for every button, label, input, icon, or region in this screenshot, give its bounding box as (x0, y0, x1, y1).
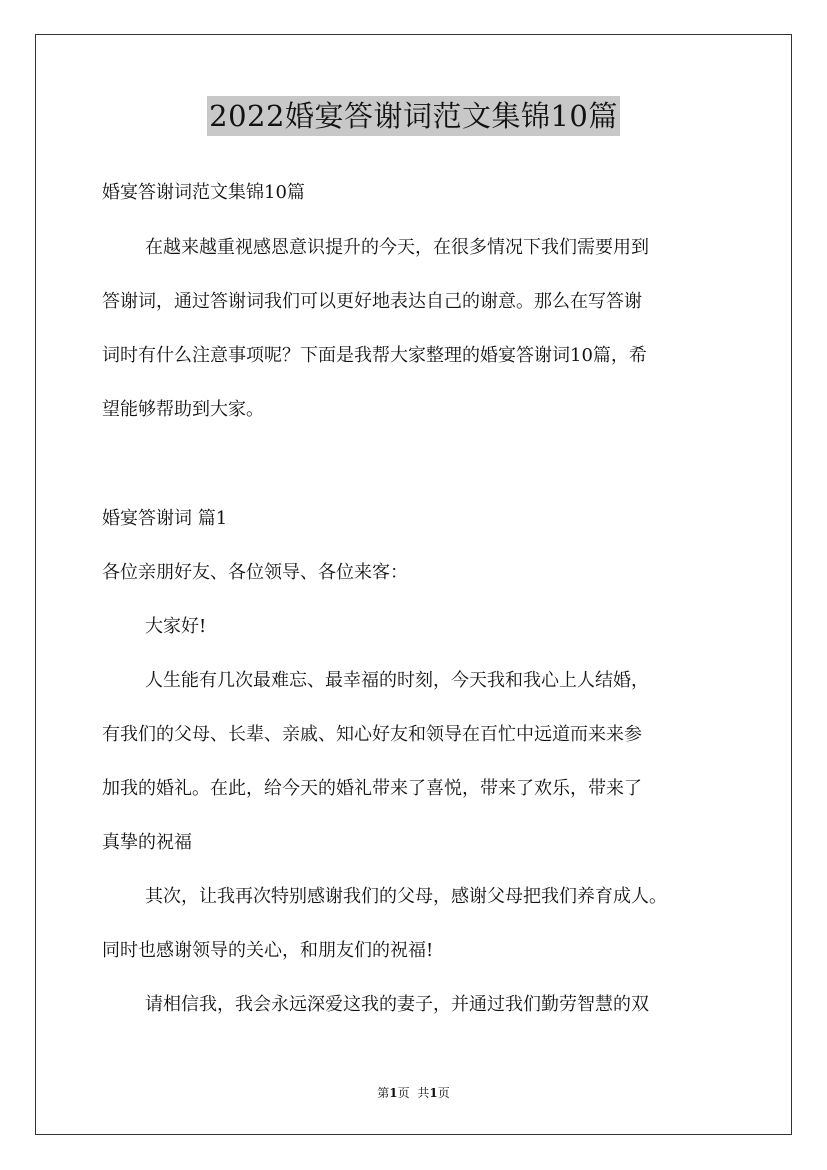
footer-total-prefix: 共 (417, 1086, 430, 1100)
paragraph-line: 其次，让我再次特别感谢我们的父母，感谢父母把我们养育成人。 (145, 886, 667, 907)
paragraph-line: 望能够帮助到大家。 (102, 399, 264, 420)
paragraph-line: 请相信我，我会永远深爱这我的妻子，并通过我们勤劳智慧的双 (145, 994, 649, 1015)
footer-page-suffix: 页 (397, 1086, 410, 1100)
salutation: 各位亲朋好友、各位领导、各位来客： (102, 562, 408, 583)
paragraph-line: 人生能有几次最难忘、最幸福的时刻，今天我和我心上人结婚， (145, 670, 649, 691)
paragraph-line: 同时也感谢领导的关心，和朋友们的祝福! (102, 940, 434, 961)
paragraph-line: 有我们的父母、长辈、亲戚、知心好友和领导在百忙中远道而来来参 (102, 724, 642, 745)
paragraph-line: 加我的婚礼。在此，给今天的婚礼带来了喜悦，带来了欢乐，带来了 (102, 778, 642, 799)
footer-total-suffix: 页 (437, 1086, 450, 1100)
document-title: 2022婚宴答谢词范文集锦10篇 (207, 96, 620, 136)
paragraph-line: 真挚的祝福 (102, 832, 192, 853)
page-footer (0, 1085, 827, 1101)
title-container (0, 96, 827, 136)
paragraph-line: 在越来越重视感恩意识提升的今天，在很多情况下我们需要用到 (145, 237, 649, 258)
greeting: 大家好! (145, 616, 207, 637)
footer-page-number: 1 (389, 1086, 398, 1100)
paragraph-line: 答谢词，通过答谢词我们可以更好地表达自己的谢意。那么在写答谢 (102, 291, 642, 312)
paragraph-line: 词时有什么注意事项呢？下面是我帮大家整理的婚宴答谢词10篇，希 (102, 345, 647, 366)
subtitle: 婚宴答谢词范文集锦10篇 (102, 182, 305, 203)
footer-total-number: 1 (429, 1086, 438, 1100)
footer-page-prefix: 第 (377, 1086, 390, 1100)
section-heading: 婚宴答谢词 篇1 (102, 508, 228, 529)
